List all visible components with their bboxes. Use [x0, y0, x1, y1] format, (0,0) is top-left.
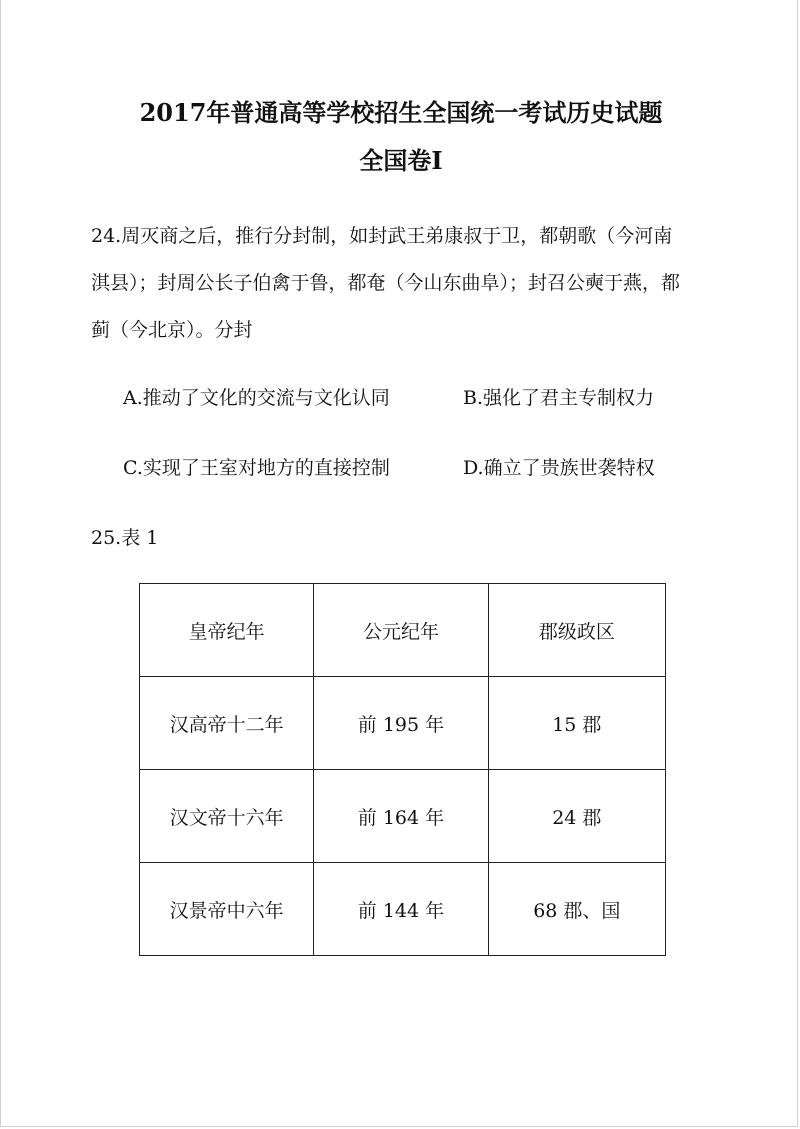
table-header-cell: 皇帝纪年 [140, 584, 314, 677]
table-header-row [140, 584, 666, 677]
table-cell: 汉景帝中六年 [140, 863, 314, 956]
table-row [140, 770, 666, 863]
table-cell: 前 195 年 [314, 677, 488, 770]
question-25-label: 25.表 1 [91, 527, 159, 549]
table-cell: 15 郡 [488, 677, 665, 770]
question-24-option-c: C.实现了王室对地方的直接控制 [123, 457, 390, 479]
table-cell: 68 郡、国 [488, 863, 665, 956]
table-header-cell: 郡级政区 [488, 584, 665, 677]
exam-subtitle: 全国卷Ⅰ [359, 146, 443, 175]
table-cell: 汉文帝十六年 [140, 770, 314, 863]
question-24-option-b: B.强化了君主专制权力 [463, 387, 655, 409]
table-cell: 前 144 年 [314, 863, 488, 956]
data-table [139, 583, 666, 956]
table-cell: 汉高帝十二年 [140, 677, 314, 770]
question-24-option-a: A.推动了文化的交流与文化认同 [123, 387, 390, 409]
question-24-line: 淇县）；封周公长子伯禽于鲁，都奄（今山东曲阜）；封召公奭于燕，都 [91, 272, 681, 294]
table-row [140, 863, 666, 956]
question-24-stem [91, 213, 721, 354]
table-row [140, 677, 666, 770]
exam-title: 2017年普通高等学校招生全国统一考试历史试题 [139, 98, 663, 127]
question-24-line: 蓟（今北京）。分封 [91, 319, 253, 341]
table-header-cell: 公元纪年 [314, 584, 488, 677]
question-24-line: 24.周灭商之后，推行分封制，如封武王弟康叔于卫，都朝歌（今河南 [91, 225, 673, 247]
table-cell: 24 郡 [488, 770, 665, 863]
table-cell: 前 164 年 [314, 770, 488, 863]
question-24-option-d: D.确立了贵族世袭特权 [463, 457, 655, 479]
